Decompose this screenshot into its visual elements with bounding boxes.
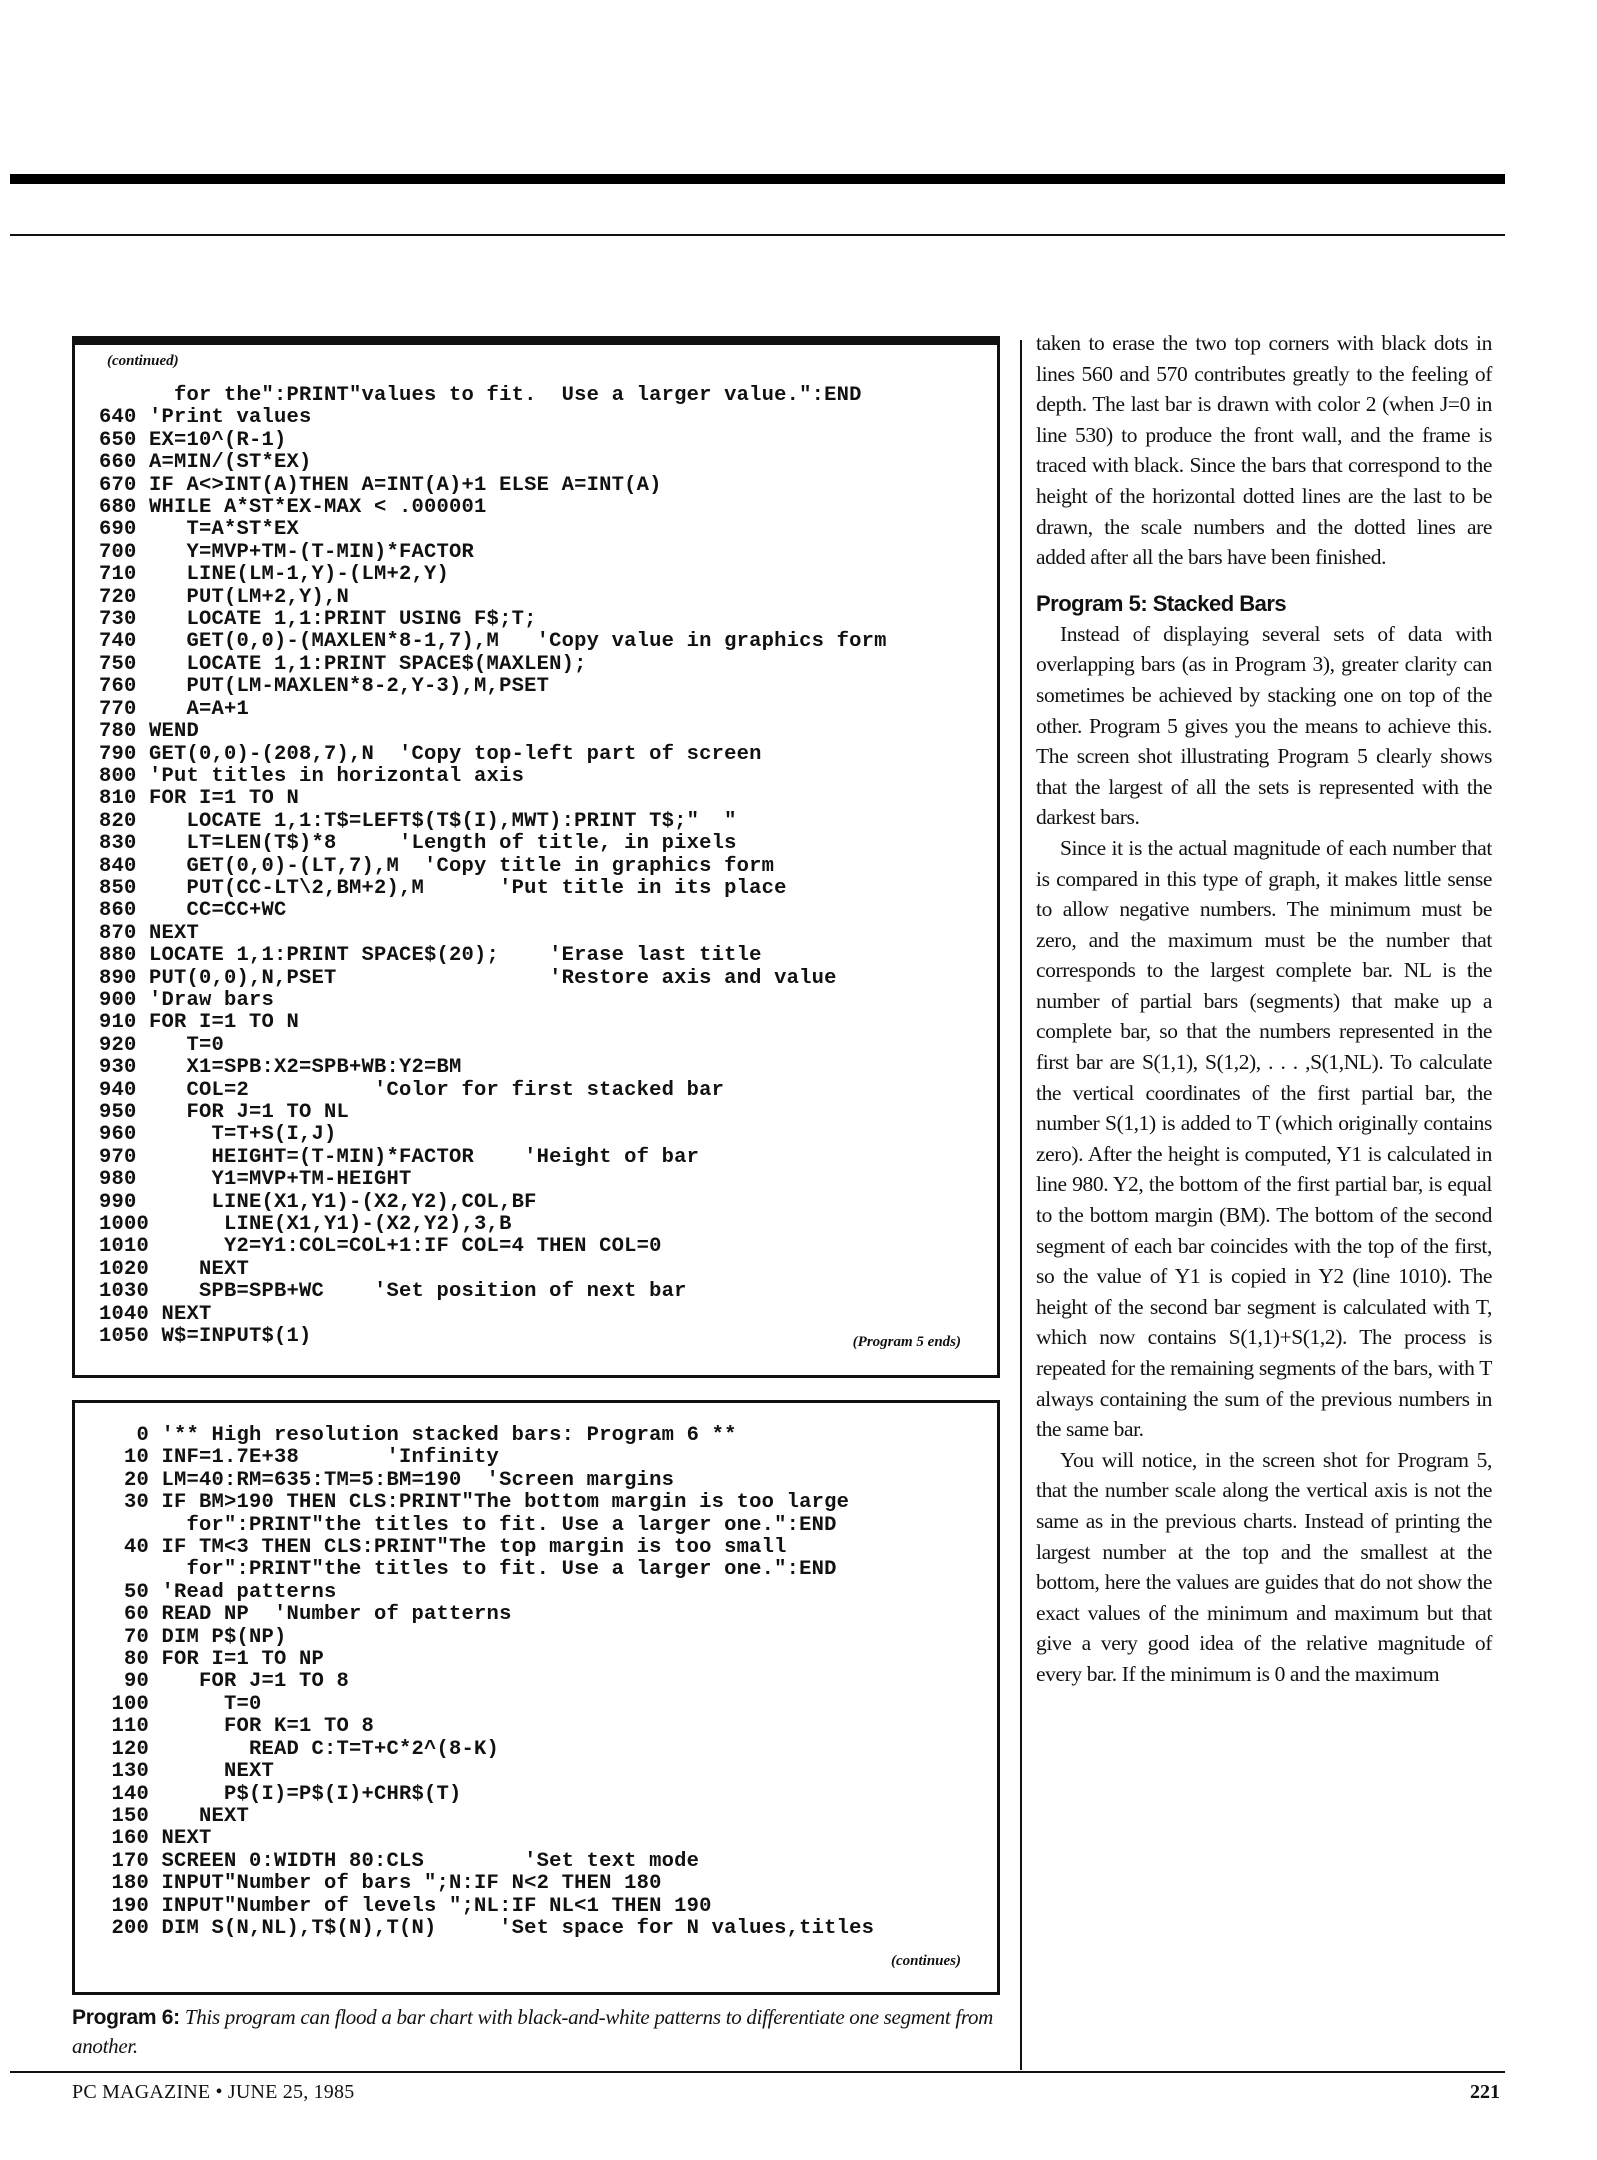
continues-label: (continues) xyxy=(890,1953,961,1969)
program-5-ends-label: (Program 5 ends) xyxy=(852,1334,961,1350)
caption-label: Program 6: xyxy=(72,2006,180,2029)
program-6-caption xyxy=(72,2003,1002,2060)
continued-label: (continued) xyxy=(107,353,179,369)
program-5-code: for the":PRINT"values to fit. Use a larger value.":END 640 'Print values 650 EX=10^(R-1) 660 A=MIN/(ST*EX) 670 IF A<>INT(A)THEN A=INT(A)+1 ELSE A=INT(A) 680 WHILE A*ST*EX-MAX < .000001 690 T=A*ST*EX 700 Y=MVP+TM-(T-MIN)*FACTOR 710 LINE(LM-1,Y)-(LM+2,Y) 720 PUT(LM+2,Y),N 730 LOCATE 1,1:PRINT USING F$;T; 740 GET(0,0)-(MAXLEN*8-1,7),M 'Copy value in graphics form 750 LOCATE 1,1:PRINT SPACE$(MAXLEN); 760 PUT(LM-MAXLEN*8-2,Y-3),M,PSET 770 A=A+1 780 WEND 790 GET(0,0)-(208,7),N 'Copy top-left part of screen 800 'Put titles in horizontal axis 810 FOR I=1 TO N 820 LOCATE 1,1:T$=LEFT$(T$(I),MWT):PRINT T$;" " 830 LT=LEN(T$)*8 'Length of title, in pixels 840 GET(0,0)-(LT,7),M 'Copy title in graphics form 850 PUT(CC-LT\2,BM+2),M 'Put title in its place 860 CC=CC+WC 870 NEXT 880 LOCATE 1,1:PRINT SPACE$(20); 'Erase last title 890 PUT(0,0),N,PSET 'Restore axis and value 900 'Draw bars 910 FOR I=1 TO N 920 T=0 930 X1=SPB:X2=SPB+WB:Y2=BM 940 COL=2 'Color for first stacked bar 950 FOR J=1 TO NL 960 T=T+S(I,J) 970 HEIGHT=(T-MIN)*FACTOR 'Height of bar 980 Y1=MVP+TM-HEIGHT 990 LINE(X1,Y1)-(X2,Y2),COL,BF 1000 LINE(X1,Y1)-(X2,Y2),3,B 1010 Y2=Y1:COL=COL+1:IF COL=4 THEN COL=0 1020 NEXT 1030 SPB=SPB+WC 'Set position of next bar 1040 NEXT 1050 W$=INPUT$(1) xyxy=(99,384,887,1349)
program-6-code: 0 '** High resolution stacked bars: Program 6 ** 10 INF=1.7E+38 'Infinity 20 LM=40:RM=635:TM=5:BM=190 'Screen margins 30 IF BM>190 THEN CLS:PRINT"The bottom margin is too large for":PRINT"the titles to fit. Use a larger one.":END 40 IF TM<3 THEN CLS:PRINT"The top margin is too small for":PRINT"the titles to fit. Use a larger one.":END 50 'Read patterns 60 READ NP 'Number of patterns 70 DIM P$(NP) 80 FOR I=1 TO NP 90 FOR J=1 TO 8 100 T=0 110 FOR K=1 TO 8 120 READ C:T=T+C*2^(8-K) 130 NEXT 140 P$(I)=P$(I)+CHR$(T) 150 NEXT 160 NEXT 170 SCREEN 0:WIDTH 80:CLS 'Set text mode 180 INPUT"Number of bars ";N:IF N<2 THEN 180 190 INPUT"Number of levels ";NL:IF NL<1 THEN 190 200 DIM S(N,NL),T$(N),T(N) 'Set space for N values,titles xyxy=(111,1424,875,1940)
article-paragraph-3: Since it is the actual magnitude of each number that is compared in this type of graph, it makes little sense to allow negative numbers. The minimum must be zero, and the maximum must be the number that corresponds to the largest complete bar. NL is the number of partial bars (segments) that make up a complete bar, so that the numbers represented in the first bar are S(1,1), S(1,2), . . . ,S(1,NL). To calculate the vertical coordinates of the first partial bar, the number S(1,1) is added to T (which originally contains zero). After the height is computed, Y1 is calculated in line 980. Y2, the bottom of the first partial bar, is equal to the bottom margin (BM). The bottom of the second segment of each bar coincides with the top of the first, so the value of Y1 is copied in Y2 (line 1010). The height of the second bar segment is calculated with T, which now contains S(1,1)+S(1,2). The process is repeated for the remaining segments of the bars, with T always containing the sum of the previous numbers in the same bar. xyxy=(1036,835,1492,1442)
article-column xyxy=(1036,328,1492,1690)
article-paragraph-4: You will notice, in the screen shot for Program 5, that the number scale along the vertical axis is not the same as in the previous charts. Instead of printing the largest number at the top and the smallest at the bottom, here the values are guides that do not show the exact values of the minimum and maximum but that give a very good idea of the relative magnitude of every bar. If the minimum is 0 and the maximum xyxy=(1036,1447,1492,1686)
article-paragraph-1: taken to erase the two top corners with black dots in lines 560 and 570 contributes greatly to the feeling of depth. The last bar is drawn with color 2 (when J=0 in line 530) to produce the front wall, and the frame is traced with black. Since the bars that correspond to the height of the horizontal dotted lines are the last to be drawn, the scale numbers and the dotted lines are added after all the bars have been finished. xyxy=(1036,331,1492,570)
top-thin-rule xyxy=(10,234,1505,236)
page-number: 221 xyxy=(1470,2081,1500,2103)
caption-text: This program can flood a bar chart with black-and-white patterns to differentiate one segment from another. xyxy=(72,2005,994,2058)
top-heavy-rule xyxy=(10,174,1505,184)
program-6-listing-box xyxy=(72,1400,1000,1995)
footer-publication: PC MAGAZINE • JUNE 25, 1985 xyxy=(72,2081,355,2103)
program-5-listing-box xyxy=(72,336,1000,1378)
article-paragraph-2: Instead of displaying several sets of data with overlapping bars (as in Program 3), greater clarity can sometimes be achieved by stacking one on top of the other. Program 5 gives you the means to achieve this. The screen shot illustrating Program 5 clearly shows that the largest of all the sets is represented with the darkest bars. xyxy=(1036,621,1492,830)
footer-rule xyxy=(10,2071,1505,2073)
column-divider xyxy=(1020,340,1022,2070)
section-heading: Program 5: Stacked Bars xyxy=(1036,590,1287,616)
